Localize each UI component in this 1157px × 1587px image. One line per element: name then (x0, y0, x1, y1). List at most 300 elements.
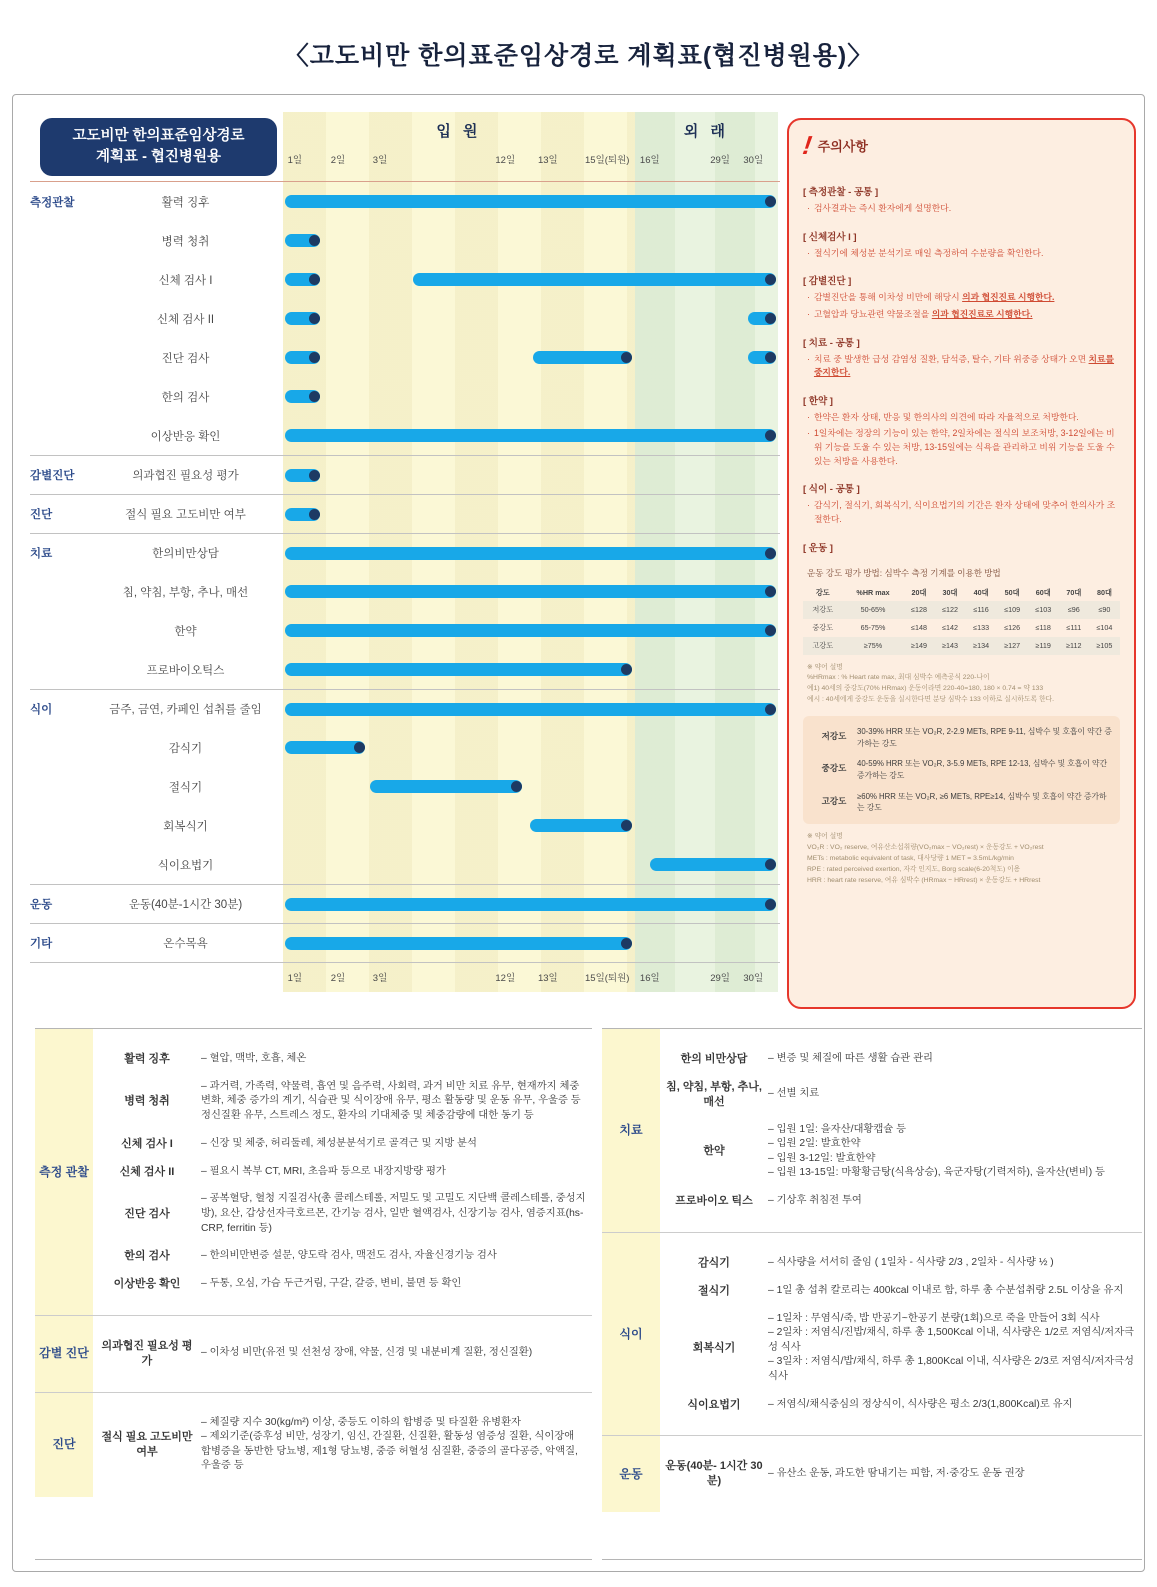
detail-desc-line: – 과거력, 가족력, 약물력, 흡연 및 음주력, 사회력, 과거 비만 치료 유무, 현재까지 체중변화, 체중 증가의 계기, 식습관 및 식이장애 유무, 평소 활동량 및 운동 유무, 우울증 등 정신질환 유무, 스트레스 정도, 환자의 기대체중 및 체중감량에 대한 동기 등 (201, 1080, 581, 1122)
detail-rows (660, 1029, 1142, 1232)
detail-group (602, 1435, 1142, 1512)
gantt-row (30, 377, 780, 416)
detail-item-desc (768, 1312, 1142, 1385)
gantt-row-chart (283, 534, 778, 572)
caution-section-title: [ 측정관찰 - 공통 ] (803, 187, 879, 198)
exercise-table-cell: ≤148 (911, 623, 927, 632)
gantt-bar-endcap (765, 196, 776, 207)
gantt-bar (285, 390, 320, 403)
axis-tick: 1일 (287, 155, 303, 166)
bullet-icon: · (807, 203, 810, 213)
exercise-notes-2 (807, 832, 1120, 886)
intensity-description: 40-59% HRR 또는 VO₂R, 3-5.9 METs, RPE 12-13, 심박수 및 호흡이 약간 증가하는 강도 (857, 759, 1108, 781)
gantt-row-chart (283, 611, 778, 650)
intensity-definition-row (811, 726, 1112, 749)
exercise-table-cell: ≤109 (997, 601, 1028, 619)
exercise-table-header: 30대 (942, 587, 958, 597)
intensity-description: ≥60% HRR 또는 VO₂R, ≥6 METs, RPE≥14, 심박수 및 호흡이 약간 증가하는 강도 (857, 791, 1107, 813)
gantt-category-label: 식이 (30, 704, 53, 716)
caution-item (807, 427, 1120, 468)
note-line: RPE : rated perceived exertion, 자각 인지도, Borg scale(6-20척도) 이용 (807, 865, 1021, 873)
caution-section (803, 393, 1120, 469)
detail-desc-line: – 필요시 복부 CT, MRI, 초음파 등으로 내장지방량 평가 (201, 1165, 446, 1177)
gantt-bar-endcap (765, 548, 776, 559)
gantt-top-axis (283, 152, 778, 168)
gantt-row-chart (283, 182, 778, 221)
axis-tick: 2일 (330, 155, 346, 166)
gantt-bar (285, 937, 632, 950)
detail-item-desc (768, 1123, 1142, 1181)
gantt-row (30, 689, 780, 728)
gantt-row (30, 728, 780, 767)
gantt-row-chart (283, 845, 778, 884)
gantt-bar-endcap (765, 704, 776, 715)
detail-desc-line: – 3일차 : 저염식/밥/채식, 하루 총 1,800Kcal 이내, 식사량은 2/3로 저염식/저자극성 식사 (768, 1356, 1135, 1382)
caution-section-title: [ 신체검사 I ] (803, 231, 857, 243)
detail-item-desc (201, 1137, 592, 1152)
gantt-bar-endcap (765, 430, 776, 441)
detail-desc-line: – 1일차 : 무염식/죽, 밥 반공기~한공기 분량(1회)으로 죽을 만들어 3회 식사 (768, 1312, 1100, 1324)
detail-item-name: 운동(40분- 1시간 30분) (665, 1460, 763, 1488)
detail-row (660, 1398, 1142, 1413)
caution-item-pre: 감별진단을 통해 이차성 비만에 해당시 (813, 292, 963, 303)
gantt-item-label: 의과협진 필요성 평가 (132, 470, 239, 482)
exercise-table-cell: ≥127 (997, 637, 1028, 655)
detail-item-desc (201, 1052, 592, 1067)
caution-item-text (814, 291, 1055, 305)
gantt-item-label: 활력 징후 (161, 196, 210, 209)
detail-item-desc (768, 1194, 1142, 1209)
gantt-bar-endcap (309, 313, 320, 324)
detail-desc-line: – 입원 1일: 을자산/대황캡슐 등 (768, 1123, 907, 1135)
detail-desc-line: – 한의비만변증 설문, 양도락 검사, 맥전도 검사, 자율신경기능 검사 (201, 1250, 497, 1262)
exercise-table-cell: ≤126 (1004, 623, 1021, 632)
caution-section (803, 481, 1120, 526)
axis-tick: 15일(퇴원) (585, 155, 630, 166)
caution-item-pre: 절식기에 체성분 분석기로 매일 측정하여 수분량을 확인한다. (813, 247, 1044, 258)
gantt-bar (285, 624, 776, 637)
phase-label-outpatient: 외 래 (683, 123, 730, 140)
exercise-table-header: %HR max (856, 588, 890, 597)
axis-tick: 15일(퇴원) (585, 973, 630, 984)
axis-tick: 30일 (743, 973, 764, 984)
exercise-notes-1 (807, 663, 1120, 707)
note-line: HRR : heart rate reserve, 여유 심박수 (HRmax − HRrest) × 운동강도 + HRrest (807, 876, 1041, 884)
detail-item-desc (768, 1052, 1142, 1067)
exercise-table-cell: 중강도 (812, 622, 834, 632)
caution-item-text (814, 353, 1120, 380)
caution-item (807, 247, 1120, 261)
detail-item-name: 이상반응 확인 (113, 1278, 181, 1291)
gantt-bar (285, 195, 776, 208)
caution-item (807, 353, 1120, 380)
exercise-table-cell: ≥149 (903, 637, 934, 655)
detail-rows (660, 1233, 1142, 1436)
detail-row (660, 1312, 1142, 1385)
gantt-bar (533, 351, 632, 364)
detail-row (93, 1137, 592, 1152)
gantt-bar-endcap (621, 352, 632, 363)
axis-tick: 29일 (710, 973, 730, 984)
detail-table-left (35, 1028, 592, 1560)
gantt-row (30, 416, 780, 455)
gantt-bar-endcap (765, 313, 776, 324)
gantt-bottom-axis-wrap (30, 962, 780, 990)
caution-item-underline: 치료를 중지한다. (813, 353, 1115, 378)
exercise-table-header: 강도 (815, 587, 830, 597)
detail-row (93, 1192, 592, 1236)
gantt-item-label: 금주, 금연, 카페인 섭취를 줄임 (109, 704, 262, 716)
detail-item-name: 한의 검사 (124, 1250, 170, 1263)
gantt-bar (285, 234, 320, 247)
gantt-item-label: 온수목욕 (163, 938, 208, 950)
phase-label-inpatient: 입 원 (436, 123, 482, 140)
plan-title-line2: 계획표 - 협진병원용 (96, 149, 221, 165)
note-line: %HRmax : % Heart rate max, 최대 심박수 예측공식 220-나이 (807, 674, 990, 682)
detail-rows (93, 1029, 592, 1315)
detail-item-name: 절식기 (698, 1284, 730, 1297)
detail-item-desc (768, 1087, 1142, 1102)
gantt-bar-endcap (621, 820, 632, 831)
exercise-table-cell: ≤103 (1028, 601, 1059, 619)
note-line: ※ 약어 설명 (807, 833, 843, 841)
gantt-bar (285, 663, 632, 676)
intensity-term: 고강도 (821, 795, 847, 806)
caution-item-pre: 1일차에는 정장의 기능이 있는 한약, 2일차에는 절식의 보조처방, 3-12일에는 비위 기능을 도울 수 있는 처방, 13-15일에는 식욕을 관리하고 비위 기능을 도울 수 있는 처방을 사용한다. (813, 428, 1115, 466)
axis-tick: 12일 (495, 155, 516, 166)
gantt-bar (285, 312, 320, 325)
detail-group (35, 1029, 592, 1315)
gantt-row-chart (283, 767, 778, 806)
detail-desc-line: – 입원 3-12일: 발효한약 (768, 1152, 876, 1164)
gantt-row-chart (283, 495, 778, 533)
detail-table-right (602, 1028, 1142, 1560)
axis-tick: 13일 (537, 155, 558, 166)
detail-item-name: 한의 비만상담 (680, 1053, 748, 1065)
intensity-definition-row (811, 791, 1112, 814)
gantt-row-chart (283, 377, 778, 416)
exercise-table-header: 80대 (1096, 587, 1112, 597)
exercise-table-row (803, 637, 1120, 655)
gantt-row-chart (283, 416, 778, 455)
gantt-category-label: 운동 (30, 899, 53, 911)
gantt-bar-endcap (309, 352, 320, 363)
gantt-bar-endcap (309, 391, 320, 402)
exercise-table-cell: ≤104 (1096, 623, 1113, 632)
bullet-icon: · (807, 308, 810, 319)
caution-section (803, 184, 1120, 216)
caution-section-title: [ 한약 ] (803, 395, 833, 407)
detail-item-name: 절식 필요 고도비만 여부 (101, 1430, 193, 1458)
gantt-row (30, 299, 780, 338)
exercise-table-cell: 65-75% (860, 623, 886, 632)
gantt-row (30, 455, 780, 494)
detail-row (93, 1080, 592, 1124)
exercise-table-row (803, 601, 1120, 619)
gantt-category-label: 감별진단 (30, 470, 75, 482)
caution-item (807, 291, 1120, 305)
bullet-icon: · (807, 411, 810, 422)
detail-row (660, 1123, 1142, 1181)
exercise-table-cell: ≥112 (1059, 637, 1089, 655)
gantt-bar-endcap (309, 509, 320, 520)
gantt-item-label: 감식기 (168, 742, 203, 755)
exercise-table-header: 50대 (1004, 587, 1020, 597)
detail-group (35, 1315, 592, 1392)
caution-section (803, 540, 1120, 554)
exercise-table-cell: ≤128 (903, 601, 934, 619)
gantt-bar-endcap (511, 781, 522, 792)
axis-tick: 3일 (372, 155, 388, 166)
gantt-row (30, 182, 780, 221)
detail-item-desc (201, 1192, 592, 1236)
gantt-row-chart (283, 924, 778, 962)
detail-desc-line: – 혈압, 맥박, 호흡, 체온 (201, 1053, 307, 1065)
gantt-category-label: 기타 (30, 938, 53, 950)
caution-item-text (814, 247, 1044, 261)
bullet-icon: · (807, 500, 810, 511)
gantt-item-label: 운동(40분-1시간 30분) (128, 899, 243, 911)
plan-title-box (40, 118, 277, 176)
detail-item-name: 프로바이오 틱스 (675, 1194, 753, 1207)
axis-tick: 13일 (537, 973, 558, 984)
exclamation-icon: ! (800, 130, 814, 160)
detail-category-label: 식이 (602, 1233, 660, 1436)
exercise-table-cell: ≥75% (843, 637, 904, 655)
detail-item-desc (201, 1165, 592, 1180)
detail-item-desc (201, 1277, 592, 1292)
detail-row (660, 1194, 1142, 1209)
detail-desc-line: – 식사량을 서서히 줄임 ( 1일차 - 식사량 2/3 , 2일차 - 식사량 ½ ) (768, 1256, 1054, 1268)
detail-item-desc (201, 1080, 592, 1124)
gantt-bar (530, 819, 632, 832)
exercise-table-cell: ≤90 (1089, 601, 1120, 619)
gantt-category-label: 진단 (30, 509, 53, 521)
gantt-row-chart (283, 728, 778, 767)
gantt-bar-endcap (765, 586, 776, 597)
gantt-bar (285, 429, 776, 442)
intensity-term: 중강도 (821, 763, 847, 774)
detail-item-desc (768, 1398, 1142, 1413)
gantt-row (30, 572, 780, 611)
detail-item-name: 감식기 (698, 1256, 730, 1269)
gantt-bottom-axis (283, 970, 778, 986)
exercise-table-cell: ≤96 (1059, 601, 1089, 619)
detail-item-name: 신체 검사 I (121, 1137, 173, 1150)
detail-row (93, 1339, 592, 1369)
caution-item (807, 202, 1120, 216)
gantt-bar (285, 351, 320, 364)
gantt-item-label: 식이요법기 (157, 859, 214, 872)
detail-rows (93, 1393, 592, 1497)
gantt-category-label: 치료 (30, 548, 53, 560)
note-line: METs : metabolic equivalent of task, 대사당량 1 MET = 3.5mL/kg/min (807, 854, 1014, 862)
exercise-table-cell: ≤116 (966, 601, 997, 619)
gantt-item-label: 회복식기 (163, 820, 208, 833)
caution-item-pre: 검사결과는 즉시 환자에게 설명한다. (813, 203, 952, 213)
plan-title-line1: 고도비만 한의표준임상경로 (72, 127, 245, 144)
caution-item (807, 308, 1120, 322)
bullet-icon: · (807, 292, 810, 303)
exercise-intensity-table (803, 585, 1120, 655)
caution-item-pre: 치료 중 발생한 급성 감염성 질환, 담석증, 탈수, 기타 위중증 상태가 오면 (813, 353, 1089, 364)
gantt-bar (285, 741, 365, 754)
exercise-table-cell: ≥119 (1028, 637, 1059, 655)
caution-title: 주의사항 (817, 138, 868, 154)
gantt-bar-endcap (765, 859, 776, 870)
gantt-bar (650, 858, 776, 871)
gantt-category-label: 측정관찰 (30, 196, 75, 209)
gantt-bar-endcap (621, 664, 632, 675)
note-line: 예1) 40세의 중강도(70% HRmax) 운동이라면 220-40=180, 180 × 0.74 = 약 133 (807, 685, 1044, 693)
gantt-item-label: 한의비만상담 (152, 548, 219, 560)
intensity-definition-row (811, 758, 1112, 781)
gantt-row (30, 650, 780, 689)
gantt-bar (748, 312, 775, 325)
caution-section (803, 273, 1120, 321)
detail-category-label: 감별 진단 (35, 1316, 93, 1392)
detail-item-name: 한약 (703, 1145, 725, 1158)
gantt-item-label: 절식 필요 고도비만 여부 (125, 509, 246, 521)
caution-section (803, 335, 1120, 380)
gantt-row-chart (283, 299, 778, 338)
caution-item-text (814, 427, 1120, 468)
detail-item-name: 활력 징후 (124, 1053, 170, 1065)
axis-tick: 2일 (330, 973, 346, 984)
gantt-bar (285, 703, 776, 716)
detail-row (93, 1165, 592, 1180)
detail-desc-line: – 신장 및 체중, 허리둘레, 체성분분석기로 골격근 및 지방 분석 (201, 1137, 477, 1149)
detail-item-name: 진단 검사 (124, 1207, 170, 1220)
gantt-row (30, 806, 780, 845)
detail-row (93, 1249, 592, 1264)
detail-item-desc (768, 1284, 1142, 1299)
detail-rows (660, 1436, 1142, 1512)
gantt-bar-endcap (309, 235, 320, 246)
caution-item-pre: 감식기, 절식기, 회복식기, 식이요법기의 기간은 환자 상태에 맞추어 한의사가 조절한다. (813, 500, 1116, 524)
detail-category-label: 측정 관찰 (35, 1029, 93, 1315)
detail-row (660, 1459, 1142, 1489)
bullet-icon: · (807, 247, 810, 258)
exercise-table-header: 60대 (1035, 587, 1051, 597)
caution-item-pre: 고혈압과 당뇨관련 약물조절을 (813, 308, 932, 319)
caution-section-title: [ 감별진단 ] (803, 276, 852, 288)
gantt-row-chart (283, 572, 778, 611)
intensity-description: 30-39% HRR 또는 VO₂R, 2-2.9 METs, RPE 9-11, 심박수 및 호흡이 약간 증가하는 강도 (857, 727, 1112, 748)
gantt-row-chart (283, 650, 778, 689)
gantt-row-chart (283, 690, 778, 728)
detail-desc-line: – 두통, 오심, 가슴 두근거림, 구갈, 갈증, 변비, 불면 등 확인 (201, 1278, 462, 1290)
gantt-row-chart (283, 260, 778, 299)
gantt-row-chart (283, 806, 778, 845)
detail-item-name: 신체 검사 II (119, 1165, 175, 1178)
detail-item-desc (201, 1249, 592, 1264)
gantt-bar (413, 273, 775, 286)
caution-item (807, 499, 1120, 526)
detail-row (660, 1284, 1142, 1299)
exercise-table-cell: ≤118 (1035, 623, 1051, 632)
detail-item-name: 회복식기 (692, 1341, 736, 1354)
gantt-bar (748, 351, 775, 364)
axis-tick: 3일 (372, 973, 388, 984)
exercise-table-cell: ≥105 (1089, 637, 1120, 655)
gantt-row (30, 611, 780, 650)
exercise-table-cell: 50-65% (843, 601, 904, 619)
detail-desc-line: – 선별 치료 (768, 1088, 820, 1100)
page-title: 〈고도비만 한의표준임상경로 계획표(협진병원용)〉 (283, 42, 874, 70)
gantt-bar-endcap (354, 742, 365, 753)
gantt-bar-endcap (765, 274, 776, 285)
caution-item-pre: 한약은 환자 상태, 반응 및 한의사의 의견에 따라 자율적으로 처방한다. (813, 411, 1079, 422)
gantt-bar-endcap (765, 352, 776, 363)
gantt-row (30, 260, 780, 299)
gantt-row-chart (283, 338, 778, 377)
exercise-table-cell: ≤142 (942, 623, 958, 632)
gantt-row (30, 923, 780, 962)
gantt-panel (30, 112, 780, 992)
detail-desc-line: – 2일차 : 저염식/진밥/채식, 하루 총 1,500Kcal 이내, 식사량은 1/2로 저염식/저자극성 식사 (768, 1327, 1135, 1353)
exercise-table-header: 70대 (1066, 587, 1082, 597)
detail-desc-line: – 제외기준(증후성 비만, 성장기, 임신, 간질환, 신질환, 활동성 염증성 질환, 식이장애 합병증을 동반한 당뇨병, 제1형 당뇨병, 중증 허혈성 심질환, 중증의 골다공증, 악액질, 우울증 등 (201, 1431, 578, 1472)
gantt-bar-endcap (621, 938, 632, 949)
axis-tick: 30일 (743, 155, 764, 166)
detail-group (602, 1232, 1142, 1436)
detail-desc-line: – 변증 및 체질에 따른 생활 습관 관리 (768, 1053, 934, 1065)
bullet-icon: · (807, 428, 810, 439)
gantt-bar (285, 585, 776, 598)
gantt-item-label: 병력 청취 (161, 235, 210, 248)
gantt-bar (285, 469, 320, 482)
gantt-item-label: 한의 검사 (161, 391, 210, 404)
gantt-row (30, 845, 780, 884)
intensity-term: 저강도 (821, 731, 847, 741)
gantt-bar (285, 508, 320, 521)
detail-item-name: 침, 약침, 부항, 추나, 매선 (666, 1080, 762, 1108)
gantt-item-label: 이상반응 확인 (150, 430, 221, 443)
detail-desc-line: – 1일 총 섭취 칼로리는 400kcal 이내로 함, 하루 총 수분섭취량 2.5L 이상을 유지 (768, 1284, 1124, 1296)
caution-panel (787, 118, 1136, 1009)
gantt-row (30, 884, 780, 923)
detail-desc-line: – 입원 13-15일: 마황황금탕(식욕상승), 육군자탕(기력저하), 을자산(변비) 등 (768, 1167, 1105, 1179)
detail-row (660, 1052, 1142, 1067)
exercise-table-cell: ≥143 (935, 637, 966, 655)
caution-sections (803, 184, 1120, 554)
axis-tick: 29일 (710, 155, 730, 166)
gantt-bar (285, 547, 776, 560)
detail-desc-line: – 저염식/채식중심의 정상식이, 식사량은 평소 2/3(1,800Kcal)로 유지 (768, 1398, 1073, 1410)
note-line: ※ 약어 설명 (807, 663, 843, 671)
caution-item-text (814, 202, 951, 216)
gantt-rows (30, 182, 780, 962)
gantt-bar (285, 273, 320, 286)
gantt-bar-endcap (309, 470, 320, 481)
detail-item-name: 의과협진 필요성 평가 (101, 1339, 193, 1367)
detail-desc-line: – 기상후 취침전 투여 (768, 1195, 862, 1207)
gantt-row-chart (283, 221, 778, 260)
exercise-table-cell: 저강도 (803, 601, 843, 619)
caution-item-text (814, 308, 1033, 322)
caution-section-title: [ 운동 ] (803, 542, 833, 554)
gantt-row (30, 533, 780, 572)
caution-section (803, 229, 1120, 261)
detail-group (35, 1392, 592, 1497)
exercise-table-cell: ≤122 (935, 601, 966, 619)
detail-row (93, 1052, 592, 1067)
detail-item-desc (768, 1467, 1142, 1482)
gantt-item-label: 프로바이오틱스 (146, 664, 225, 677)
gantt-item-label: 진단 검사 (161, 352, 210, 365)
gantt-bar-endcap (309, 274, 320, 285)
